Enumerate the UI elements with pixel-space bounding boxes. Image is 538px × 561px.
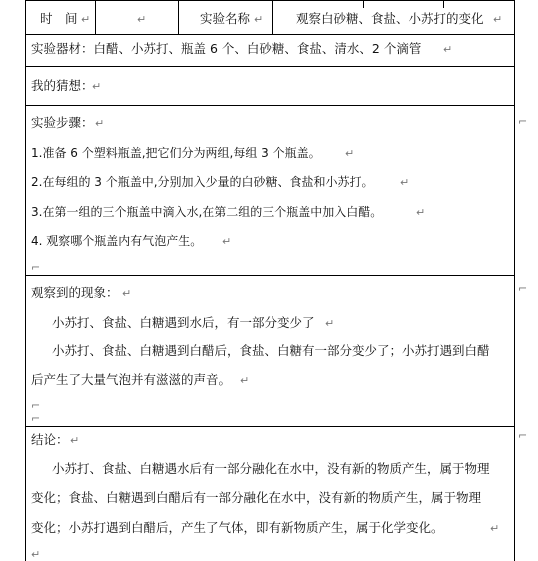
header-divider-1: [95, 0, 96, 35]
observation-line-1-mark: ↵: [325, 317, 335, 330]
time-value-mark: ↵: [137, 13, 147, 26]
table-top-border: [25, 0, 515, 1]
header-row-bottom: [25, 34, 515, 35]
materials-text: 实验器材：白醋、小苏打、瓶盖 6 个、白砂糖、食盐、清水、2 个滴管: [31, 41, 422, 56]
steps-row-bottom: [25, 275, 515, 276]
header-divider-5: [443, 0, 444, 8]
materials-row-bottom: [25, 66, 515, 67]
conclusion-right-mark: ⌐: [518, 429, 528, 442]
table-left-border: [25, 0, 26, 561]
conclusion-label-mark: ↵: [70, 434, 80, 447]
steps-label: 实验步骤：: [31, 115, 94, 130]
step-item-3-mark: ↵: [416, 206, 426, 219]
step-item-4: 4. 观察哪个瓶盖内有气泡产生。: [31, 234, 203, 248]
guess-label: 我的猜想：: [31, 78, 94, 93]
observation-right-mark: ⌐: [518, 282, 528, 295]
steps-end-mark: ⌐: [31, 261, 41, 274]
header-divider-3: [272, 0, 273, 35]
experiment-name-value: 观察白砂糖、食盐、小苏打的变化: [296, 11, 484, 26]
step-item-2-mark: ↵: [400, 176, 410, 189]
experiment-name-value-mark: ↵: [493, 13, 503, 26]
time-label: 时 间: [40, 11, 78, 26]
observation-row-bottom: [25, 426, 515, 427]
observation-line-2b-mark: ↵: [240, 374, 250, 387]
table-right-border: [514, 0, 515, 561]
step-item-1: 1.准备 6 个塑料瓶盖,把它们分为两组,每组 3 个瓶盖。: [31, 146, 321, 160]
step-item-2: 2.在每组的 3 个瓶盖中,分别加入少量的白砂糖、食盐和小苏打。: [31, 175, 374, 189]
conclusion-line-3: 变化；小苏打遇到白醋后，产生了气体，即有新物质产生，属于化学变化。: [31, 520, 444, 535]
conclusion-line-3-mark: ↵: [490, 522, 500, 535]
experiment-name-label-mark: ↵: [254, 13, 264, 26]
step-item-4-mark: ↵: [222, 235, 232, 248]
step-item-1-mark: ↵: [345, 147, 355, 160]
guess-mark: ↵: [92, 80, 102, 93]
guess-row-bottom: [25, 105, 515, 106]
observation-line-1: 小苏打、食盐、白糖遇到水后，有一部分变少了: [52, 315, 315, 330]
observation-end-mark-2: ⌐: [31, 412, 41, 425]
header-divider-2: [178, 0, 179, 35]
observation-label-mark: ↵: [122, 287, 132, 300]
conclusion-line-1: 小苏打、食盐、白糖遇水后有一部分融化在水中，没有新的物质产生，属于物理: [52, 461, 490, 476]
experiment-name-label: 实验名称: [200, 11, 251, 26]
time-label-mark: ↵: [81, 13, 91, 26]
observation-line-2b: 后产生了大量气泡并有滋滋的声音。: [31, 372, 232, 387]
observation-line-2a: 小苏打、食盐、白糖遇到白醋后，食盐、白糖有一部分变少了；小苏打遇到白醋: [52, 343, 490, 358]
conclusion-label: 结论：: [31, 432, 69, 447]
conclusion-line-2: 变化；食盐、白糖遇到白醋后有一部分融化在水中，没有新的物质产生，属于物理: [31, 490, 482, 505]
observation-end-mark-1: ⌐: [31, 399, 41, 412]
observation-label: 观察到的现象：: [31, 285, 119, 300]
steps-right-mark: ⌐: [518, 115, 528, 128]
materials-mark: ↵: [443, 43, 453, 56]
steps-label-mark: ↵: [95, 117, 105, 130]
conclusion-end-mark: ↵: [31, 548, 41, 561]
step-item-3: 3.在第一组的三个瓶盖中滴入水,在第二组的三个瓶盖中加入白醋。: [31, 205, 383, 219]
header-divider-4: [363, 0, 364, 8]
